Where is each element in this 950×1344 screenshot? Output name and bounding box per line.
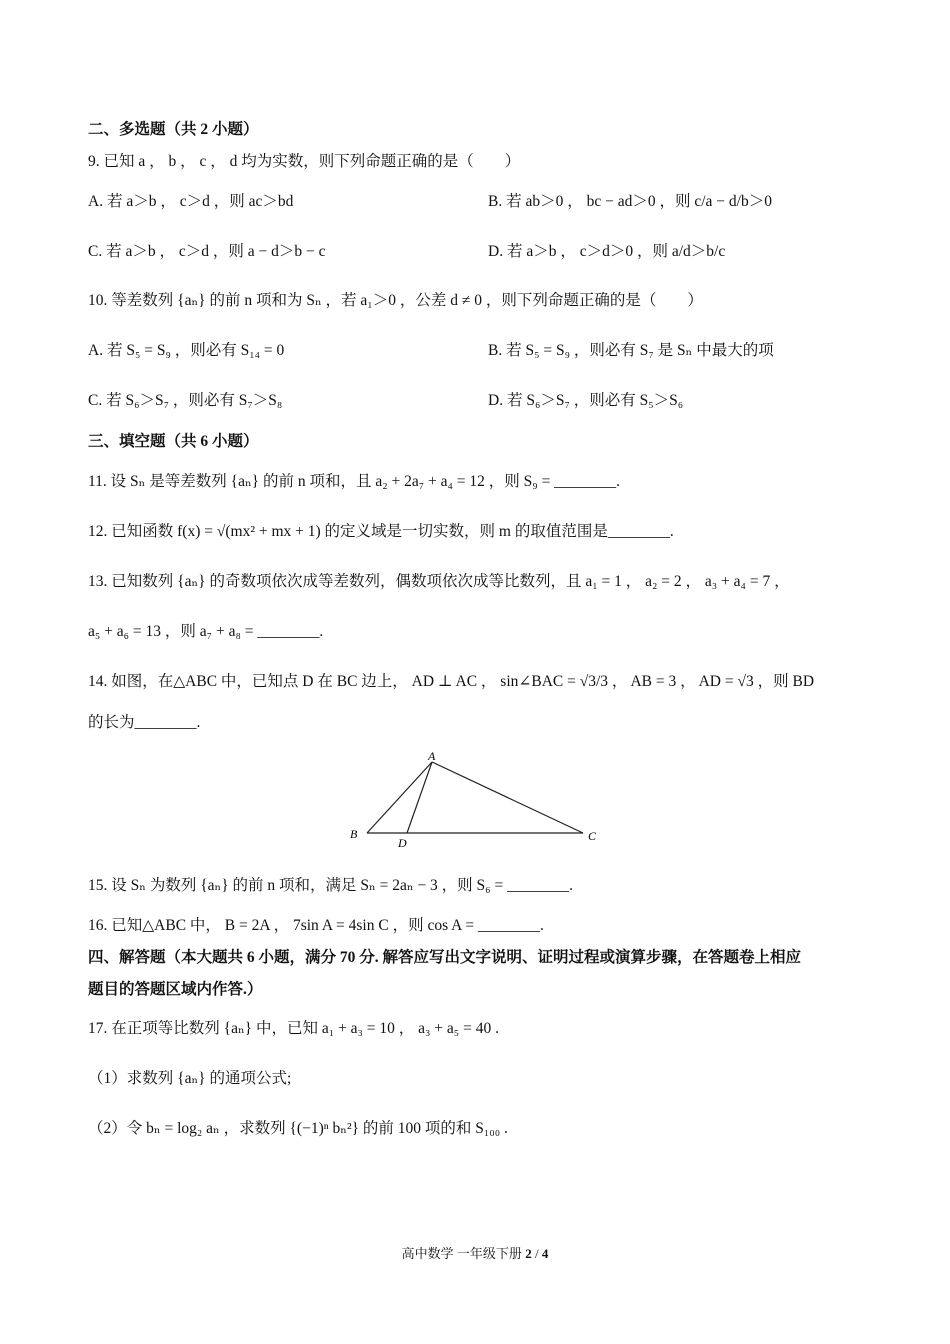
q10-stem: 10. 等差数列 {aₙ} 的前 n 项和为 Sₙ ，若 a₁＞0 ，公差 d ≠ 0 ，则下列命题正确的是（ ） [88, 292, 703, 309]
segment-ad [407, 762, 432, 833]
q10-option-c: C. 若 S₆＞S₇ ，则必有 S₇＞S₈ [88, 392, 283, 409]
q9-option-b: B. 若 ab＞0 ， bc − ad＞0 ，则 c/a − d/b＞0 [488, 193, 772, 210]
triangle-figure [345, 748, 605, 853]
section3-heading: 三、填空题（共 6 小题） [88, 433, 259, 450]
section4-heading-line2: 题目的答题区域内作答.） [88, 981, 263, 998]
q10-option-a: A. 若 S₅ = S₉ ，则必有 S₁₄ = 0 [88, 342, 285, 359]
side-ac [432, 762, 583, 833]
label-d: D [398, 836, 407, 850]
q15: 15. 设 Sₙ 为数列 {aₙ} 的前 n 项和，满足 Sₙ = 2aₙ − 3 ，则 S₆ = ________. [88, 877, 573, 894]
q13-line1: 13. 已知数列 {aₙ} 的奇数项依次成等差数列，偶数项依次成等比数列，且 a₁ = 1 ， a₂ = 2 ， a₃ + a₄ = 7 ， [88, 573, 790, 590]
q17-part2: （2）令 bₙ = log₂ aₙ ，求数列 {(−1)ⁿ bₙ²} 的前 100 项的和 S₁₀₀ . [88, 1120, 508, 1137]
q9-option-d: D. 若 a＞b ， c＞d＞0 ，则 a/d＞b/c [488, 243, 726, 260]
side-ab [367, 762, 432, 833]
q9-option-a: A. 若 a＞b ， c＞d ，则 ac＞bd [88, 193, 294, 210]
label-c: C [588, 829, 597, 843]
label-b: B [350, 827, 358, 841]
q16: 16. 已知△ABC 中， B = 2A ， 7sin A = 4sin C ，则 cos A = ________. [88, 917, 544, 934]
q11: 11. 设 Sₙ 是等差数列 {aₙ} 的前 n 项和，且 a₂ + 2a₇ + a₄ = 12 ，则 S₉ = ________. [88, 473, 621, 490]
q14-line2: 的长为________. [88, 714, 201, 731]
page-footer [0, 1243, 950, 1262]
section4-heading-line1: 四、解答题（本大题共 6 小题，满分 70 分. 解答应写出文字说明、证明过程或演算步骤，在答题卷上相应 [88, 949, 802, 966]
label-a: A [428, 749, 436, 763]
q9-stem: 9. 已知 a ， b ， c ， d 均为实数，则下列命题正确的是（ ） [88, 153, 521, 170]
section2-heading: 二、多选题（共 2 小题） [88, 121, 259, 138]
q10-option-d: D. 若 S₆＞S₇ ，则必有 S₅＞S₆ [488, 392, 684, 409]
q14-line1: 14. 如图，在△ABC 中，已知点 D 在 BC 边上， AD ⊥ AC ， sin∠BAC = √3/3 ， AB = 3 ， AD = √3 ，则 BD [88, 673, 815, 690]
footer-total: 4 [541, 1246, 549, 1261]
footer-subject: 高中数学 一年级下册 [401, 1246, 522, 1261]
q12: 12. 已知函数 f(x) = √(mx² + mx + 1) 的定义域是一切实数，则 m 的取值范围是________. [88, 523, 674, 540]
q17-stem: 17. 在正项等比数列 {aₙ} 中，已知 a₁ + a₃ = 10 ， a₃ + a₅ = 40 . [88, 1020, 499, 1037]
q17-part1: （1）求数列 {aₙ} 的通项公式; [88, 1070, 292, 1087]
q9-option-c: C. 若 a＞b ， c＞d ，则 a − d＞b − c [88, 243, 326, 260]
footer-sep: / [534, 1246, 539, 1261]
q13-line2: a₅ + a₆ = 13 ，则 a₇ + a₈ = ________. [88, 623, 324, 640]
footer-page: 2 [525, 1246, 532, 1261]
q10-option-b: B. 若 S₅ = S₉ ，则必有 S₇ 是 Sₙ 中最大的项 [488, 342, 774, 359]
